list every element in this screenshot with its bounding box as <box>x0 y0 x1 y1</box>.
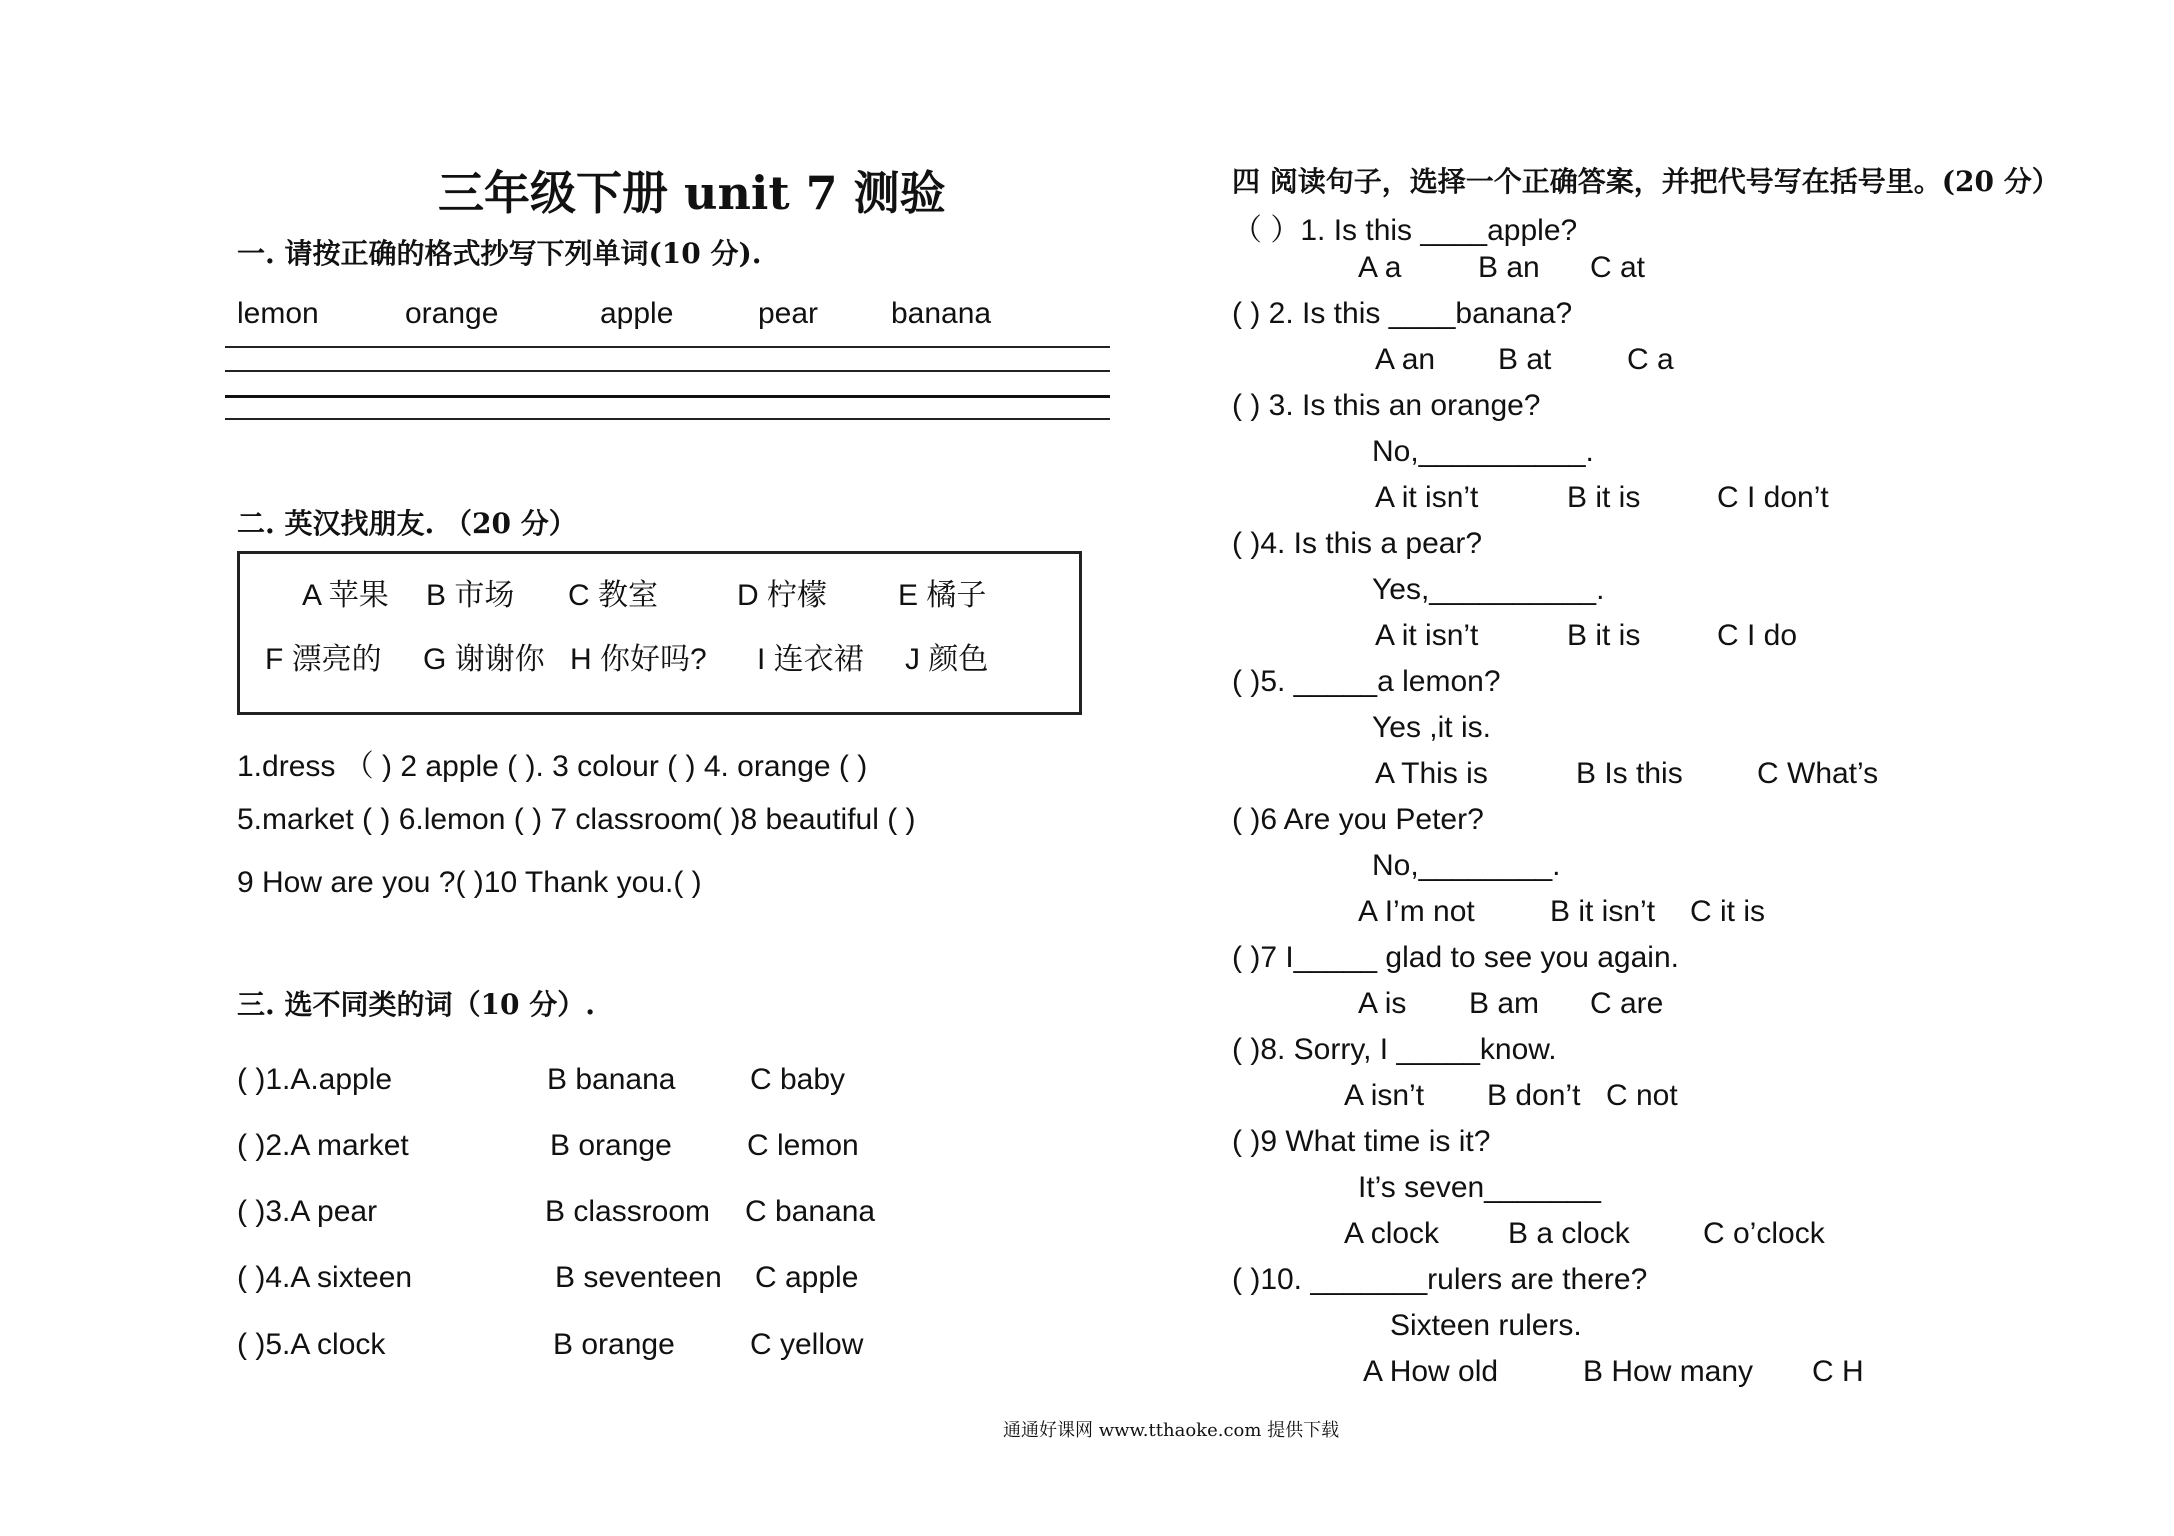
bank-a: A 苹果 <box>302 579 389 612</box>
reading-q4-option-c: C I do <box>1717 619 1798 652</box>
reading-q7-option-c: C are <box>1590 987 1664 1020</box>
reading-q8: ( )8. Sorry, I _____know. <box>1232 1033 1557 1066</box>
reading-q3: ( ) 3. Is this an orange? <box>1232 389 1541 422</box>
reading-q4: ( )4. Is this a pear? <box>1232 527 1483 560</box>
reading-q3-option-b: B it is <box>1567 481 1641 514</box>
reading-q6-answer-line: No,________. <box>1372 849 1561 882</box>
reading-q6: ( )6 Are you Peter? <box>1232 803 1484 836</box>
reading-q8-option-c: C not <box>1606 1079 1678 1112</box>
reading-q3-option-a: A it isn’t <box>1375 481 1479 514</box>
matching-line-3: 9 How are you ?( )10 Thank you.( ) <box>237 866 702 899</box>
reading-q4-answer-line: Yes,__________. <box>1372 573 1605 606</box>
odd-one-option-c: C lemon <box>747 1129 859 1162</box>
odd-one-option-b: B orange <box>553 1328 675 1361</box>
word-bank-box <box>237 551 1082 715</box>
reading-q8-option-b: B don’t <box>1487 1079 1581 1112</box>
reading-q2-option-b: B at <box>1498 343 1552 376</box>
odd-one-option-b: B seventeen <box>555 1261 722 1294</box>
reading-q10: ( )10. _______rulers are there? <box>1232 1263 1648 1296</box>
bank-i: I 连衣裙 <box>757 643 864 676</box>
reading-q2-option-a: A an <box>1375 343 1436 376</box>
word-pear: pear <box>758 297 819 330</box>
word-orange: orange <box>405 297 499 330</box>
word-lemon: lemon <box>237 297 319 330</box>
odd-one-option-c: C baby <box>750 1063 846 1096</box>
reading-q2: ( ) 2. Is this ____banana? <box>1232 297 1573 330</box>
footer-source: 通通好课网 www.tthaoke.com 提供下载 <box>1003 1420 1340 1441</box>
bank-g: G 谢谢你 <box>423 643 545 676</box>
odd-one-option-b: B banana <box>547 1063 676 1096</box>
odd-one-item-3: ( )3.A pear <box>237 1195 378 1228</box>
matching-line-1: 1.dress （ ) 2 apple ( ). 3 colour ( ) 4. orange ( ) <box>237 750 868 783</box>
bank-d: D 柠檬 <box>737 579 827 612</box>
reading-q1-option-a: A a <box>1358 251 1402 284</box>
word-banana: banana <box>891 297 992 330</box>
odd-one-item-4: ( )4.A sixteen <box>237 1261 413 1294</box>
bank-e: E 橘子 <box>898 579 987 612</box>
section-2-heading: 二. 英汉找朋友. （20 分） <box>237 507 577 540</box>
reading-q5-option-a: A This is <box>1375 757 1488 790</box>
page-title: 三年级下册 unit 7 测验 <box>438 166 946 220</box>
odd-one-item-1: ( )1.A.apple <box>237 1063 393 1096</box>
reading-q5-option-b: B Is this <box>1576 757 1683 790</box>
reading-q4-option-a: A it isn’t <box>1375 619 1479 652</box>
reading-q6-option-b: B it isn’t <box>1550 895 1656 928</box>
reading-q7-option-a: A is <box>1358 987 1407 1020</box>
bank-f: F 漂亮的 <box>265 643 382 676</box>
bank-h: H 你好吗? <box>570 643 707 676</box>
reading-q10-option-a: A How old <box>1363 1355 1499 1388</box>
reading-q10-option-c: C H <box>1812 1355 1864 1388</box>
writing-line <box>225 418 1110 420</box>
reading-q9-option-b: B a clock <box>1508 1217 1630 1250</box>
writing-line <box>225 395 1110 398</box>
reading-q9-answer-line: It’s seven_______ <box>1358 1171 1601 1204</box>
odd-one-item-2: ( )2.A market <box>237 1129 409 1162</box>
reading-q7-option-b: B am <box>1469 987 1540 1020</box>
reading-q8-option-a: A isn’t <box>1344 1079 1425 1112</box>
reading-q10-option-b: B How many <box>1583 1355 1754 1388</box>
bank-b: B 市场 <box>426 579 515 612</box>
reading-q1-option-c: C at <box>1590 251 1646 284</box>
word-apple: apple <box>600 297 674 330</box>
odd-one-item-5: ( )5.A clock <box>237 1328 386 1361</box>
bank-c: C 教室 <box>568 579 658 612</box>
reading-q5-answer-line: Yes ,it is. <box>1372 711 1491 744</box>
section-4-heading: 四 阅读句子，选择一个正确答案，并把代号写在括号里。(20 分） <box>1232 165 2060 198</box>
reading-q5: ( )5. _____a lemon? <box>1232 665 1501 698</box>
reading-q9-option-a: A clock <box>1344 1217 1440 1250</box>
odd-one-option-c: C apple <box>755 1261 859 1294</box>
odd-one-option-c: C banana <box>745 1195 876 1228</box>
reading-q10-answer-line: Sixteen rulers. <box>1390 1309 1582 1342</box>
reading-q5-option-c: C What’s <box>1757 757 1879 790</box>
section-1-heading: 一. 请按正确的格式抄写下列单词(10 分). <box>237 237 762 270</box>
reading-q6-option-a: A I’m not <box>1358 895 1475 928</box>
reading-q1: （ ）1. Is this ____apple? <box>1232 214 1578 247</box>
writing-line <box>225 346 1110 348</box>
reading-q4-option-b: B it is <box>1567 619 1641 652</box>
odd-one-option-b: B classroom <box>545 1195 711 1228</box>
reading-q3-option-c: C I don’t <box>1717 481 1829 514</box>
reading-q9: ( )9 What time is it? <box>1232 1125 1491 1158</box>
odd-one-option-c: C yellow <box>750 1328 864 1361</box>
writing-line <box>225 370 1110 372</box>
odd-one-option-b: B orange <box>550 1129 672 1162</box>
matching-line-2: 5.market ( ) 6.lemon ( ) 7 classroom( )8 beautiful ( ) <box>237 803 916 836</box>
reading-q6-option-c: C it is <box>1690 895 1765 928</box>
reading-q7: ( )7 I_____ glad to see you again. <box>1232 941 1679 974</box>
reading-q3-answer-line: No,__________. <box>1372 435 1594 468</box>
reading-q1-option-b: B an <box>1478 251 1540 284</box>
bank-j: J 颜色 <box>905 643 989 676</box>
section-3-heading: 三. 选不同类的词（10 分）. <box>237 988 595 1021</box>
reading-q2-option-c: C a <box>1627 343 1674 376</box>
reading-q9-option-c: C o’clock <box>1703 1217 1825 1250</box>
